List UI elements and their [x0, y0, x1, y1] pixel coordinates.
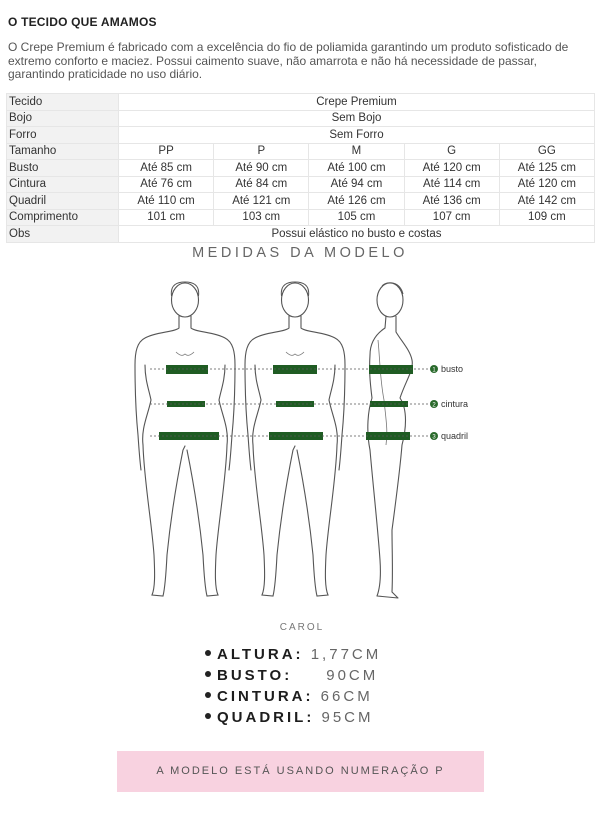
cell-value: Até 85 cm: [119, 160, 214, 177]
bullet-icon: [205, 713, 211, 719]
svg-text:cintura: cintura: [441, 399, 469, 409]
cell-value: Sem Bojo: [119, 110, 595, 127]
cell-value: Até 94 cm: [309, 176, 404, 193]
row-label: Quadril: [7, 193, 119, 210]
table-row: [7, 110, 595, 127]
cell-value: Até 114 cm: [404, 176, 499, 193]
cell-value: Até 90 cm: [214, 160, 309, 177]
measurement-label: CINTURA:: [217, 688, 314, 705]
size-header: P: [214, 143, 309, 160]
cell-value: Sem Forro: [119, 127, 595, 144]
cell-value: Até 100 cm: [309, 160, 404, 177]
row-label: Cintura: [7, 176, 119, 193]
cell-value: Até 142 cm: [499, 193, 594, 210]
row-label: Busto: [7, 160, 119, 177]
table-row: [7, 176, 595, 193]
size-header: GG: [499, 143, 594, 160]
cell-value: Até 126 cm: [309, 193, 404, 210]
row-label: Forro: [7, 127, 119, 144]
size-header: G: [404, 143, 499, 160]
cell-value: 103 cm: [214, 209, 309, 226]
cell-value: Até 76 cm: [119, 176, 214, 193]
measurement-quadril: [205, 707, 381, 728]
cell-value: 109 cm: [499, 209, 594, 226]
cell-value: Até 121 cm: [214, 193, 309, 210]
size-header: M: [309, 143, 404, 160]
table-row: [7, 226, 595, 243]
banner-text: A MODELO ESTÁ USANDO NUMERAÇÃO P: [156, 765, 445, 777]
cell-value: 105 cm: [309, 209, 404, 226]
cell-value: 107 cm: [404, 209, 499, 226]
cell-value: Até 120 cm: [499, 176, 594, 193]
cell-value: Até 125 cm: [499, 160, 594, 177]
body-measurement-figure: [130, 270, 490, 615]
table-row: [7, 94, 595, 111]
marker-busto: [430, 364, 463, 374]
table-row: [7, 193, 595, 210]
cell-value: Até 120 cm: [404, 160, 499, 177]
measurement-label: BUSTO:: [217, 667, 293, 684]
size-table: [6, 93, 595, 243]
model-name: CAROL: [279, 622, 325, 633]
measurement-busto: [205, 665, 381, 686]
table-row: [7, 209, 595, 226]
measurement-label: QUADRIL:: [217, 709, 315, 726]
cell-value: Crepe Premium: [119, 94, 595, 111]
measure-bands: [159, 365, 413, 440]
size-worn-banner: [117, 751, 484, 792]
row-label: Bojo: [7, 110, 119, 127]
bullet-icon: [205, 671, 211, 677]
row-label: Tamanho: [7, 143, 119, 160]
measurement-value: 95CM: [321, 709, 374, 726]
measurement-label: ALTURA:: [217, 646, 304, 663]
row-label: Obs: [7, 226, 119, 243]
measurement-altura: [205, 644, 381, 665]
marker-cintura: [430, 399, 468, 409]
svg-text:busto: busto: [441, 364, 464, 374]
cell-value: Possui elástico no busto e costas: [119, 226, 595, 243]
table-row: [7, 127, 595, 144]
table-row: [7, 160, 595, 177]
side-body: [368, 283, 412, 598]
table-row: [7, 143, 595, 160]
svg-text:1: 1: [432, 367, 436, 374]
svg-text:2: 2: [432, 402, 436, 409]
measurement-value: 90CM: [326, 667, 379, 684]
measurement-cintura: [205, 686, 381, 707]
size-header: PP: [119, 143, 214, 160]
model-measurements-title: MEDIDAS DA MODELO: [192, 245, 408, 261]
marker-quadril: [430, 431, 468, 441]
bullet-icon: [205, 692, 211, 698]
measurement-value: 66CM: [320, 688, 373, 705]
cell-value: Até 84 cm: [214, 176, 309, 193]
model-measurements-list: [205, 644, 381, 728]
row-label: Tecido: [7, 94, 119, 111]
cell-value: 101 cm: [119, 209, 214, 226]
row-label: Comprimento: [7, 209, 119, 226]
fabric-description: O Crepe Premium é fabricado com a excelência do fio de poliamida garantindo um produto sofisticado de extremo conforto e maciez. Possui caimento suave, não amarrota e não há necessidade de passar, garantindo praticidade no uso diário.: [8, 40, 569, 81]
svg-text:3: 3: [432, 434, 436, 441]
cell-value: Até 136 cm: [404, 193, 499, 210]
bullet-icon: [205, 650, 211, 656]
svg-text:quadril: quadril: [441, 431, 469, 441]
measurement-value: 1,77CM: [310, 646, 382, 663]
page-title: O TECIDO QUE AMAMOS: [8, 15, 157, 29]
cell-value: Até 110 cm: [119, 193, 214, 210]
